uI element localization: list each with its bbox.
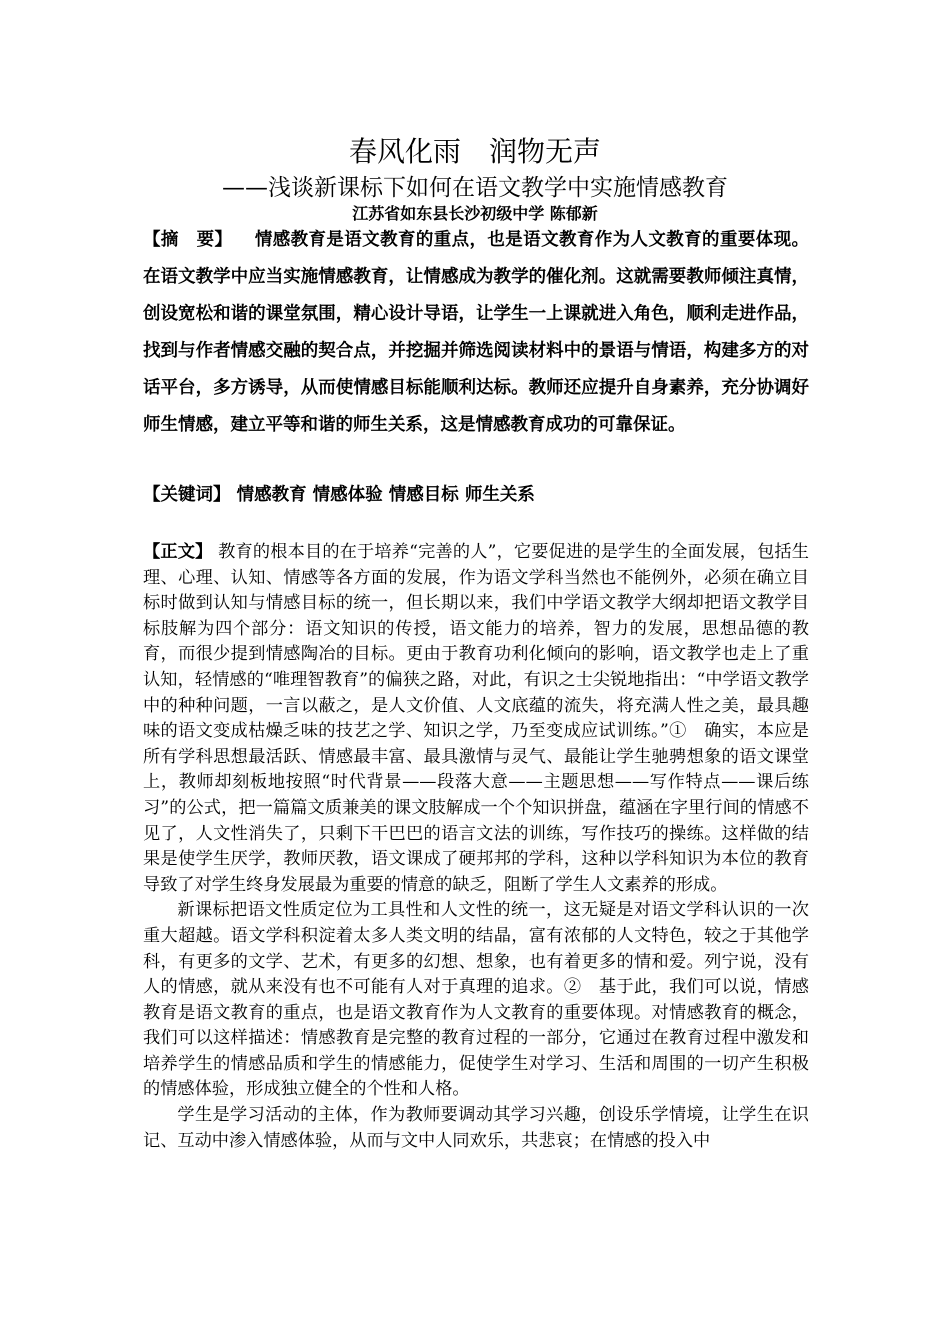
document-subtitle: ——浅谈新课标下如何在语文教学中实施情感教育 — [222, 175, 728, 201]
body-paragraph-2: 新课标把语文性质定位为工具性和人文性的统一，这无疑是对语文学科认识的一次重大超越。语文学科积淀着太多人类文明的结晶，富有浓郁的人文特色，较之于其他学科，有更多的文学、艺术，有更多的幻想、想象，也有着更多的情和爱。列宁说，没有人的情感，就从来没有也不可能有人对于真理的追求。② 基于此，我们可以说，情感教育是语文教育的重点，也是语文教育作为人文教育的重要体现。对情感教育的概念，我们可以这样描述：情感教育是完整的教育过程的一部分，它通过在教育过程中激发和培养学生的情感品质和学生的情感能力，促使学生对学习、生活和周围的一切产生积极的情感体验，形成独立健全的个性和人格。 — [143, 900, 809, 1100]
abstract-text: 情感教育是语文教育的重点，也是语文教育作为人文教育的重要体现。在语文教学中应当实施情感教育，让情感成为教学的催化剂。这就需要教师倾注真情，创设宽松和谐的课堂氛围，精心设计导语，让学生一上课就进入角色，顺利走进作品，找到与作者情感交融的契合点，并挖掘并筛选阅读材料中的景语与情语，构建多方的对话平台，多方诱导，从而使情感目标能顺利达标。教师还应提升自身素养，充分协调好师生情感，建立平等和谐的师生关系，这是情感教育成功的可靠保证。 — [143, 230, 810, 435]
main-body — [143, 540, 809, 1154]
abstract-label: 【摘 要】 — [143, 230, 233, 250]
abstract-section — [143, 222, 809, 444]
author-line: 江苏省如东县长沙初级中学 陈郁新 — [352, 204, 598, 223]
body-label: 【正文】 — [143, 542, 213, 562]
body-paragraph-1-text: 教育的根本目的在于培养“完善的人”，它要促进的是学生的全面发展，包括生理、心理、认知、情感等各方面的发展，作为语文学科当然也不能例外，必须在确立目标时做到认知与情感目标的统一，但长期以来，我们中学语文教学大纲却把语文教学目标肢解为四个部分：语文知识的传授，语文能力的培养，智力的发展，思想品德的教育，而很少提到情感陶冶的目标。更由于教育功利化倾向的影响，语文教学也走上了重认知，轻情感的“唯理智教育”的偏狭之路，对此，有识之士尖锐地指出：“中学语文教学中的种种问题，一言以蔽之，是人文价值、人文底蕴的流失，将充满人性之美，最具趣味的语文变成枯燥乏味的技艺之学、知识之学，乃至变成应试训练。”① 确实，本应是所有学科思想最活跃、情感最丰富、最具激情与灵气、最能让学生驰骋想象的语文课堂上，教师却刻板地按照“时代背景——段落大意——主题思想——写作特点——课后练习”的公式，把一篇篇文质兼美的课文肢解成一个个知识拼盘，蕴涵在字里行间的情感不见了，人文性消失了，只剩下干巴巴的语言文法的训练，写作技巧的操练。这样做的结果是使学生厌学，教师厌教，语文课成了硬邦邦的学科，这种以学科知识为本位的教育导致了对学生终身发展最为重要的情意的缺乏，阻断了学生人文素养的形成。 — [143, 542, 809, 895]
keywords-text: 情感教育 情感体验 情感目标 师生关系 — [236, 485, 535, 505]
keywords-section — [143, 480, 809, 510]
body-paragraph-3: 学生是学习活动的主体，作为教师要调动其学习兴趣，创设乐学情境，让学生在识记、互动中渗入情感体验，从而与文中人同欢乐，共悲哀；在情感的投入中 — [143, 1105, 809, 1151]
keywords-label: 【关键词】 — [143, 485, 231, 505]
body-paragraph-1 — [143, 540, 809, 898]
document-title: 春风化雨 润物无声 — [348, 135, 601, 168]
